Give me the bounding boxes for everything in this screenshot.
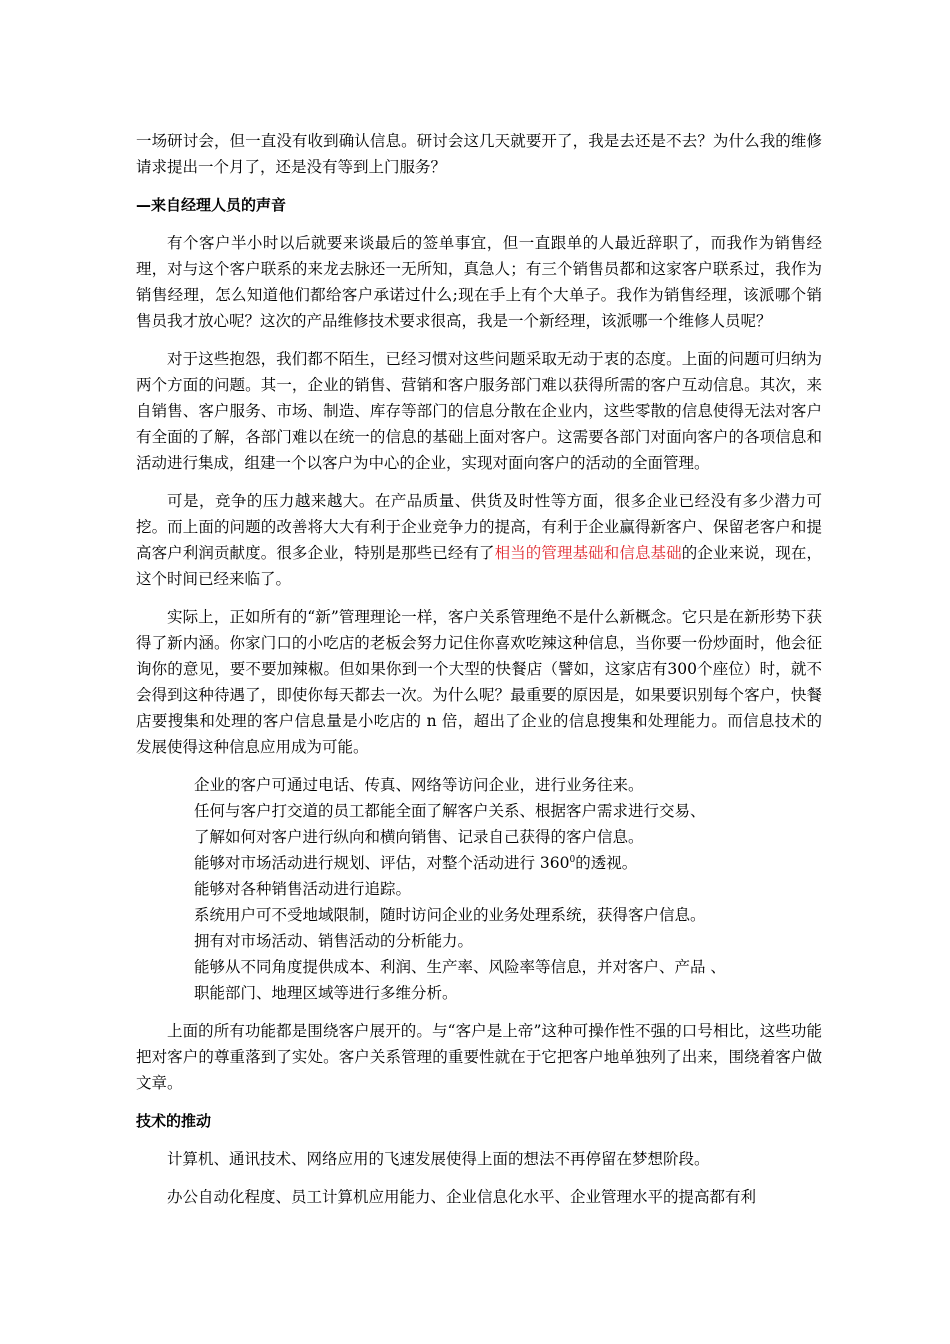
feature-item: 系统用户可不受地域限制，随时访问企业的业务处理系统，获得客户信息。 — [194, 906, 706, 924]
pressure-text-before: 可是，竞争的压力越来越大。在产品质量、供货及时性等方面，很多企业已经没有多少潜力可挖。而上面的问题的改善将大大有利于企业竞争力的提高，有利于企业赢得新客户、保留老客户和提高客户利润贡献度。很多企业，特别是那些已经有了 — [136, 492, 822, 562]
manager-paragraph: 有个客户半小时以后就要来谈最后的签单事宜，但一直跟单的人最近辞职了，而我作为销售经理，对与这个客户联系的来龙去脉还一无所知，真急人；有三个销售员都和这家客户联系过，我作为销售经理，怎么知道他们都给客户承诺过什么;现在手上有个大单子。我作为销售经理，该派哪个销售员我才放心呢？这次的产品维修技术要求很高，我是一个新经理，该派哪一个维修人员呢？ — [136, 234, 822, 330]
intro-paragraph: 一场研讨会，但一直没有收到确认信息。研讨会这几天就要开了，我是去还是不去？为什么我的维修请求提出一个月了，还是没有等到上门服务？ — [136, 132, 822, 176]
functions-paragraph: 上面的所有功能都是围绕客户展开的。与“客户是上帝”这种可操作性不强的口号相比，这些功能把对客户的尊重落到了实处。客户关系管理的重要性就在于它把客户地单独列了出来，围绕着客户做文章。 — [136, 1022, 822, 1092]
feature-item: 企业的客户可通过电话、传真、网络等访问企业，进行业务往来。 — [194, 776, 644, 794]
feature-item: 拥有对市场活动、销售活动的分析能力。 — [194, 932, 474, 950]
feature-item: 能够对各种销售活动进行追踪。 — [194, 880, 412, 898]
actually-paragraph: 实际上，正如所有的“新”管理理论一样，客户关系管理绝不是什么新概念。它只是在新形势下获得了新内涵。你家门口的小吃店的老板会努力记住你喜欢吃辣这种信息，当你要一份炒面时，他会征询你的意见，要不要加辣椒。但如果你到一个大型的快餐店（譬如，这家店有300个座位）时，就不会得到这种待遇了，即使你每天都去一次。为什么呢？最重要的原因是，如果要识别每个客户，快餐店要搜集和处理的客户信息量是小吃店的 n 倍，超出了企业的信息搜集和处理能力。而信息技术的发展使得这种信息应用成为可能。 — [136, 608, 822, 756]
pressure-paragraph — [136, 488, 822, 592]
feature-item-text: 能够对市场活动进行规划、评估，对整个活动进行 360 — [194, 854, 570, 872]
degree-superscript: 0 — [569, 854, 576, 865]
section-heading-manager: —来自经理人员的声音 — [136, 196, 287, 214]
complaints-paragraph: 对于这些抱怨，我们都不陌生，已经习惯对这些问题采取无动于衷的态度。上面的问题可归纳为两个方面的问题。其一，企业的销售、营销和客户服务部门难以获得所需的客户互动信息。其次，来自销售、客户服务、市场、制造、库存等部门的信息分散在企业内，这些零散的信息使得无法对客户有全面的了解，各部门难以在统一的信息的基础上面对客户。这需要各部门对面向客户的各项信息和活动进行集成，组建一个以客户为中心的企业，实现对面向客户的活动的全面管理。 — [136, 350, 822, 472]
office-paragraph: 办公自动化程度、员工计算机应用能力、企业信息化水平、企业管理水平的提高都有利 — [167, 1188, 757, 1206]
tech-paragraph: 计算机、通讯技术、网络应用的飞速发展使得上面的想法不再停留在梦想阶段。 — [167, 1150, 710, 1168]
feature-item: 任何与客户打交道的员工都能全面了解客户关系、根据客户需求进行交易、 — [194, 802, 706, 820]
feature-item-tail: 的透视。 — [575, 854, 638, 872]
pressure-text-after: 的企业来说，现在，这个时间已经来临了。 — [136, 544, 822, 588]
feature-item: 能够从不同角度提供成本、利润、生产率、风险率等信息，并对客户、产品 、 — [194, 958, 726, 976]
feature-item: 了解如何对客户进行纵向和横向销售、记录自己获得的客户信息。 — [194, 828, 644, 846]
feature-item — [194, 850, 822, 876]
section-heading-tech: 技术的推动 — [136, 1112, 212, 1130]
feature-list — [136, 772, 822, 1006]
document-body — [136, 128, 822, 1210]
feature-item: 职能部门、地理区域等进行多维分析。 — [194, 984, 458, 1002]
pressure-highlight: 相当的管理基础和信息基础 — [494, 544, 682, 562]
